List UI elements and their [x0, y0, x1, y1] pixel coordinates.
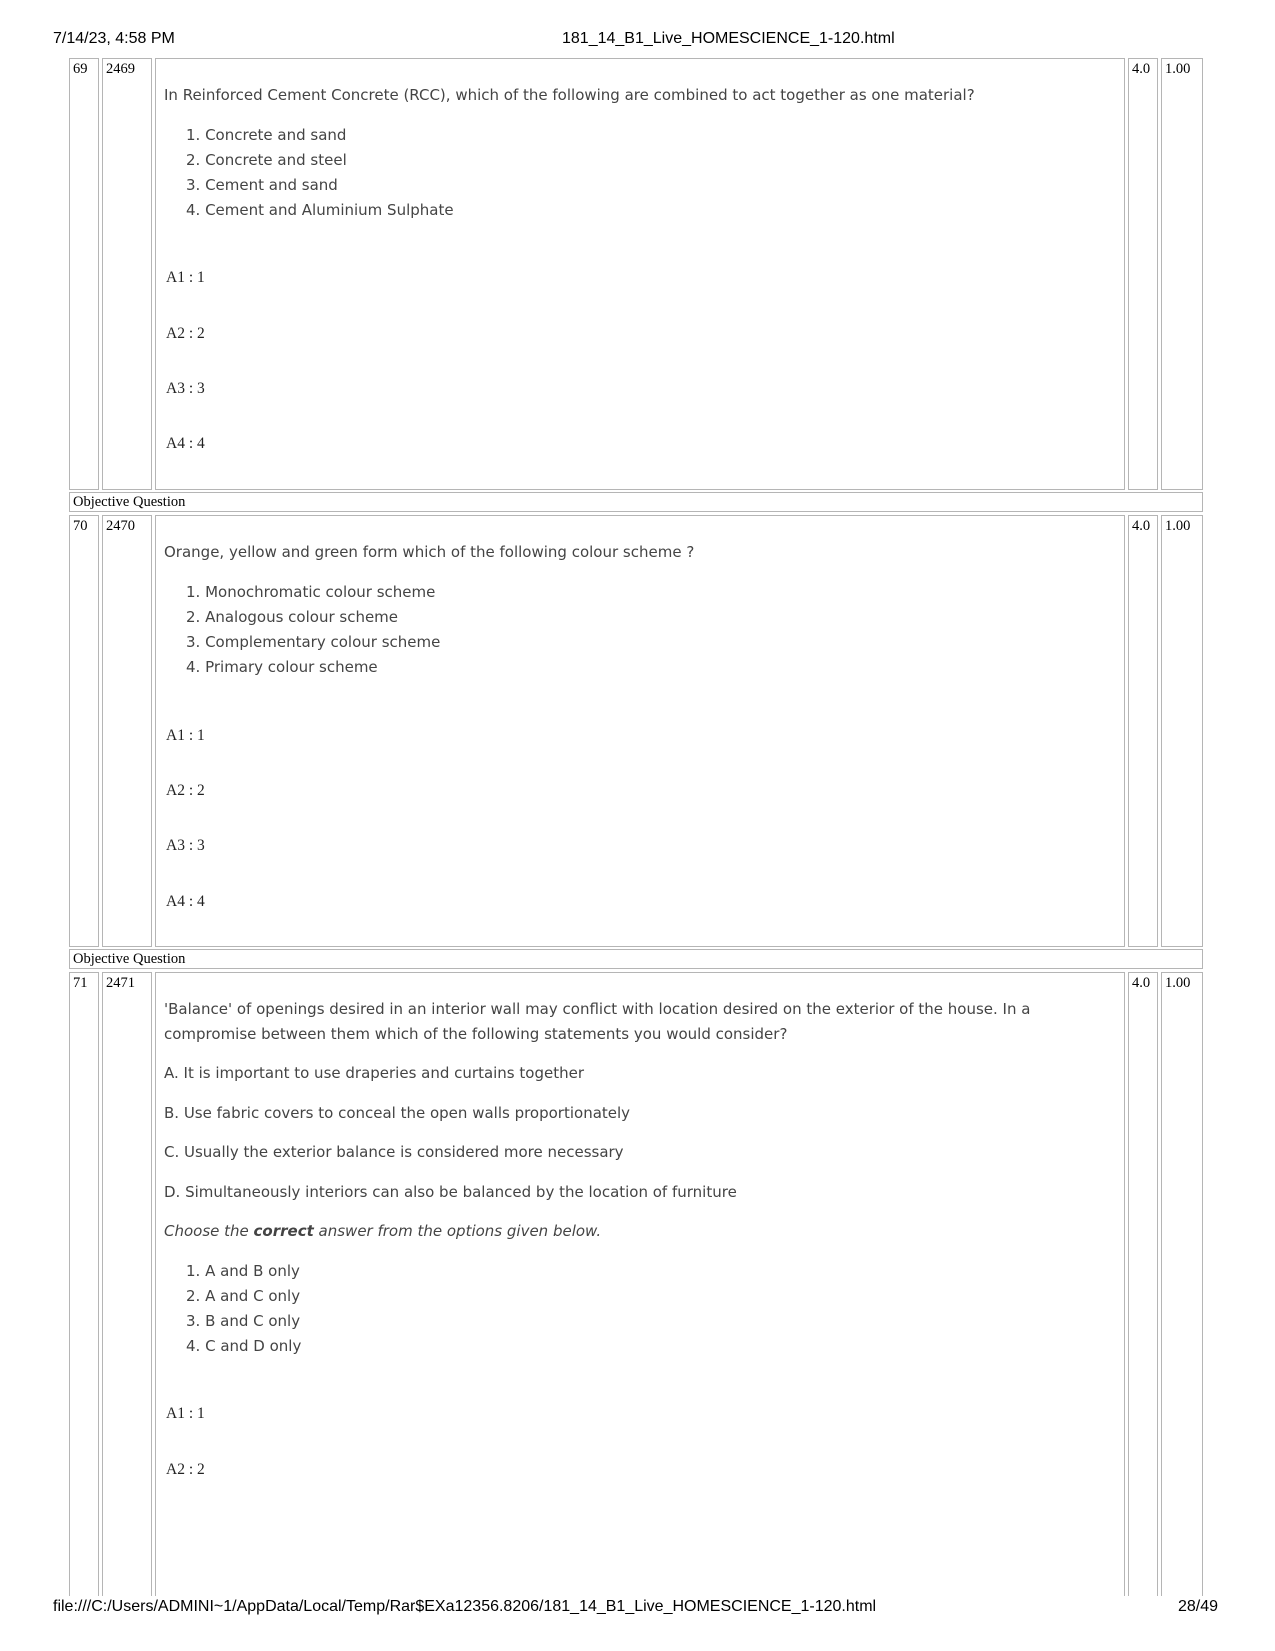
- answer-1: A1 : 1: [166, 727, 205, 744]
- instruction-emphasis: correct: [253, 1222, 314, 1240]
- option-item: 2. A and C only: [186, 1287, 301, 1305]
- option-item: 1. A and B only: [186, 1262, 300, 1280]
- question-stem: In Reinforced Cement Concrete (RCC), which of the following are combined to act together as one material?: [164, 86, 975, 104]
- option-list: [186, 580, 440, 680]
- statement-a: A. It is important to use draperies and curtains together: [164, 1064, 584, 1082]
- statement-c: C. Usually the exterior balance is considered more necessary: [164, 1143, 624, 1161]
- question-id: 2471: [102, 972, 152, 1596]
- option-item: 1. Concrete and sand: [186, 126, 347, 144]
- question-number: 71: [69, 972, 99, 1596]
- option-item: 2. Analogous colour scheme: [186, 608, 399, 626]
- file-path: file:///C:/Users/ADMINI~1/AppData/Local/Temp/Rar$EXa12356.8206/181_14_B1_Live_HOMESCIENCE_1-120.html: [53, 1598, 877, 1615]
- answer-1: A1 : 1: [166, 269, 205, 286]
- question-body: [155, 58, 1125, 490]
- answer-2: A2 : 2: [166, 1461, 205, 1478]
- section-label: Objective Question: [69, 492, 1203, 512]
- negative-marks: 1.00: [1161, 972, 1203, 1596]
- question-body: [155, 515, 1125, 947]
- question-stem: 'Balance' of openings desired in an interior wall may conflict with location desired on the exterior of the house. In a compromise between them which of the following statements you would consider?: [164, 1000, 1031, 1043]
- answer-2: A2 : 2: [166, 782, 205, 799]
- question-marks: 4.0: [1128, 58, 1158, 490]
- question-row-70: [69, 515, 1203, 947]
- option-item: 2. Concrete and steel: [186, 151, 347, 169]
- option-item: 1. Monochromatic colour scheme: [186, 583, 436, 601]
- option-item: 4. Primary colour scheme: [186, 658, 378, 676]
- instruction-text: answer from the options given below.: [313, 1222, 602, 1240]
- question-number: 69: [69, 58, 99, 490]
- instruction-text: Choose the: [164, 1222, 254, 1240]
- answer-4: A4 : 4: [166, 893, 205, 910]
- page-number: 28/49: [1177, 1598, 1218, 1615]
- statement-b: B. Use fabric covers to conceal the open walls proportionately: [164, 1104, 631, 1122]
- option-item: 3. Complementary colour scheme: [186, 633, 441, 651]
- question-marks: 4.0: [1128, 972, 1158, 1596]
- question-row-69: [69, 58, 1203, 490]
- option-item: 3. B and C only: [186, 1312, 301, 1330]
- question-stem: Orange, yellow and green form which of the following colour scheme ?: [164, 543, 695, 561]
- document-title: 181_14_B1_Live_HOMESCIENCE_1-120.html: [562, 30, 895, 47]
- statement-d: D. Simultaneously interiors can also be balanced by the location of furniture: [164, 1183, 737, 1201]
- question-marks: 4.0: [1128, 515, 1158, 947]
- answer-1: A1 : 1: [166, 1405, 205, 1422]
- section-label: Objective Question: [69, 949, 1203, 969]
- question-number: 70: [69, 515, 99, 947]
- answer-3: A3 : 3: [166, 837, 205, 854]
- question-row-71: [69, 972, 1203, 1596]
- answer-instruction: [164, 1219, 601, 1244]
- question-body: [155, 972, 1125, 1596]
- option-item: 4. C and D only: [186, 1337, 302, 1355]
- negative-marks: 1.00: [1161, 58, 1203, 490]
- answer-4: A4 : 4: [166, 435, 205, 452]
- answer-3: A3 : 3: [166, 380, 205, 397]
- question-id: 2470: [102, 515, 152, 947]
- option-item: 4. Cement and Aluminium Sulphate: [186, 201, 454, 219]
- print-datetime: 7/14/23, 4:58 PM: [53, 30, 175, 47]
- answer-2: A2 : 2: [166, 325, 205, 342]
- option-list: [186, 123, 454, 223]
- option-list: [186, 1259, 301, 1359]
- option-item: 3. Cement and sand: [186, 176, 338, 194]
- question-id: 2469: [102, 58, 152, 490]
- negative-marks: 1.00: [1161, 515, 1203, 947]
